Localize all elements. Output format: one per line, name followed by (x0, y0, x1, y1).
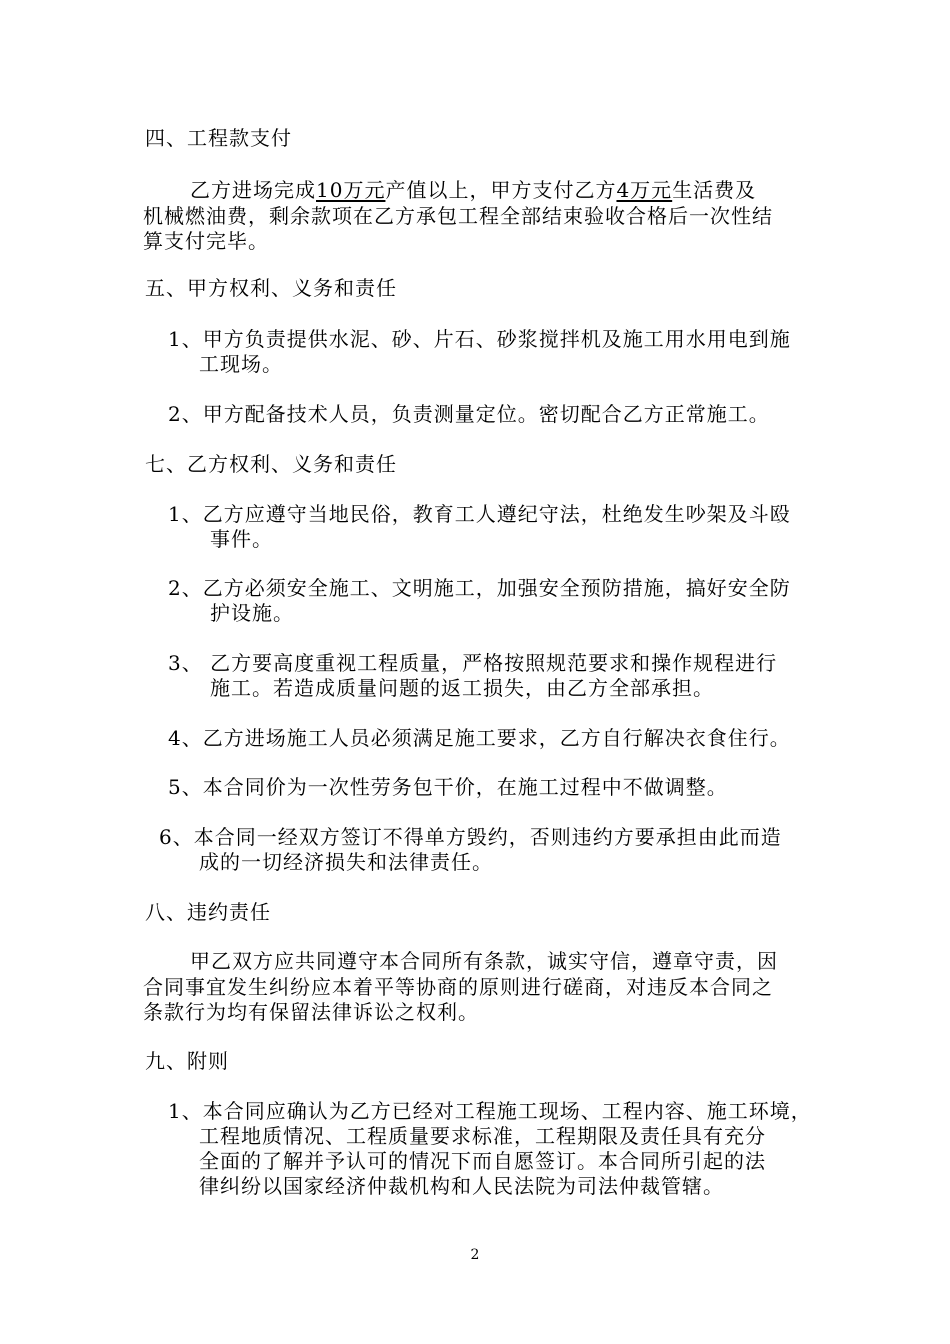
breach-paragraph-line-1: 甲乙双方应共同遵守本合同所有条款，诚实守信，遵章守责，因 (190, 949, 778, 973)
clause-7-2-line-2: 护设施。 (210, 601, 294, 625)
breach-paragraph-line-3: 条款行为均有保留法律诉讼之权利。 (143, 1000, 479, 1024)
clause-9-1-line-3: 全面的了解并予认可的情况下而自愿签订。本合同所引起的法 (199, 1149, 766, 1173)
clause-7-6-line-1: 6、本合同一经双方签订不得单方毁约，否则违约方要承担由此而造 (159, 825, 782, 849)
text-segment: 产值以上，甲方支付乙方 (385, 178, 617, 202)
clause-9-1-line-1: 1、本合同应确认为乙方已经对工程施工现场、工程内容、施工环境， (168, 1099, 812, 1123)
page-number: 2 (470, 1247, 480, 1263)
clause-7-4-line-1: 4、乙方进场施工人员必须满足施工要求，乙方自行解决衣食住行。 (168, 726, 791, 750)
text-segment: 生活费及 (672, 178, 757, 202)
clause-5-1-line-2: 工现场。 (199, 352, 283, 376)
clause-7-3-line-1: 3、 乙方要高度重视工程质量，严格按照规范要求和操作规程进行 (168, 651, 778, 675)
clause-7-6-line-2: 成的一切经济损失和法律责任。 (199, 850, 493, 874)
clause-5-1-line-1: 1、甲方负责提供水泥、砂、片石、砂浆搅拌机及施工用水用电到施 (168, 327, 791, 351)
clause-7-5-line-1: 5、本合同价为一次性劳务包干价，在施工过程中不做调整。 (168, 775, 728, 799)
clause-7-2-line-1: 2、乙方必须安全施工、文明施工，加强安全预防措施，搞好安全防 (168, 576, 791, 600)
section-heading-7: 七、乙方权利、义务和责任 (145, 452, 397, 476)
clause-7-1-line-1: 1、乙方应遵守当地民俗，教育工人遵纪守法，杜绝发生吵架及斗殴 (168, 502, 791, 526)
text-segment: 乙方进场完成 (190, 178, 316, 202)
breach-paragraph-line-2: 合同事宜发生纠纷应本着平等协商的原则进行磋商，对违反本合同之 (143, 975, 773, 999)
section-heading-5: 五、甲方权利、义务和责任 (145, 276, 397, 300)
section-heading-8: 八、违约责任 (145, 900, 271, 924)
clause-9-1-line-2: 工程地质情况、工程质量要求标准，工程期限及责任具有充分 (199, 1124, 766, 1148)
amount-underlined: 4万元 (616, 178, 673, 202)
clause-7-3-line-2: 施工。若造成质量问题的返工损失，由乙方全部承担。 (210, 676, 714, 700)
amount-underlined: 10万元 (316, 178, 386, 202)
clause-5-2-line-1: 2、甲方配备技术人员，负责测量定位。密切配合乙方正常施工。 (168, 402, 770, 426)
section-heading-4: 四、工程款支付 (145, 126, 292, 150)
payment-paragraph-line-3: 算支付完毕。 (143, 229, 269, 253)
clause-7-1-line-2: 事件。 (210, 527, 273, 551)
section-heading-9: 九、附则 (145, 1049, 229, 1073)
payment-paragraph-line-2: 机械燃油费，剩余款项在乙方承包工程全部结束验收合格后一次性结 (143, 204, 773, 228)
clause-9-1-line-4: 律纠纷以国家经济仲裁机构和人民法院为司法仲裁管辖。 (199, 1174, 724, 1198)
payment-paragraph-line-1 (190, 178, 756, 202)
